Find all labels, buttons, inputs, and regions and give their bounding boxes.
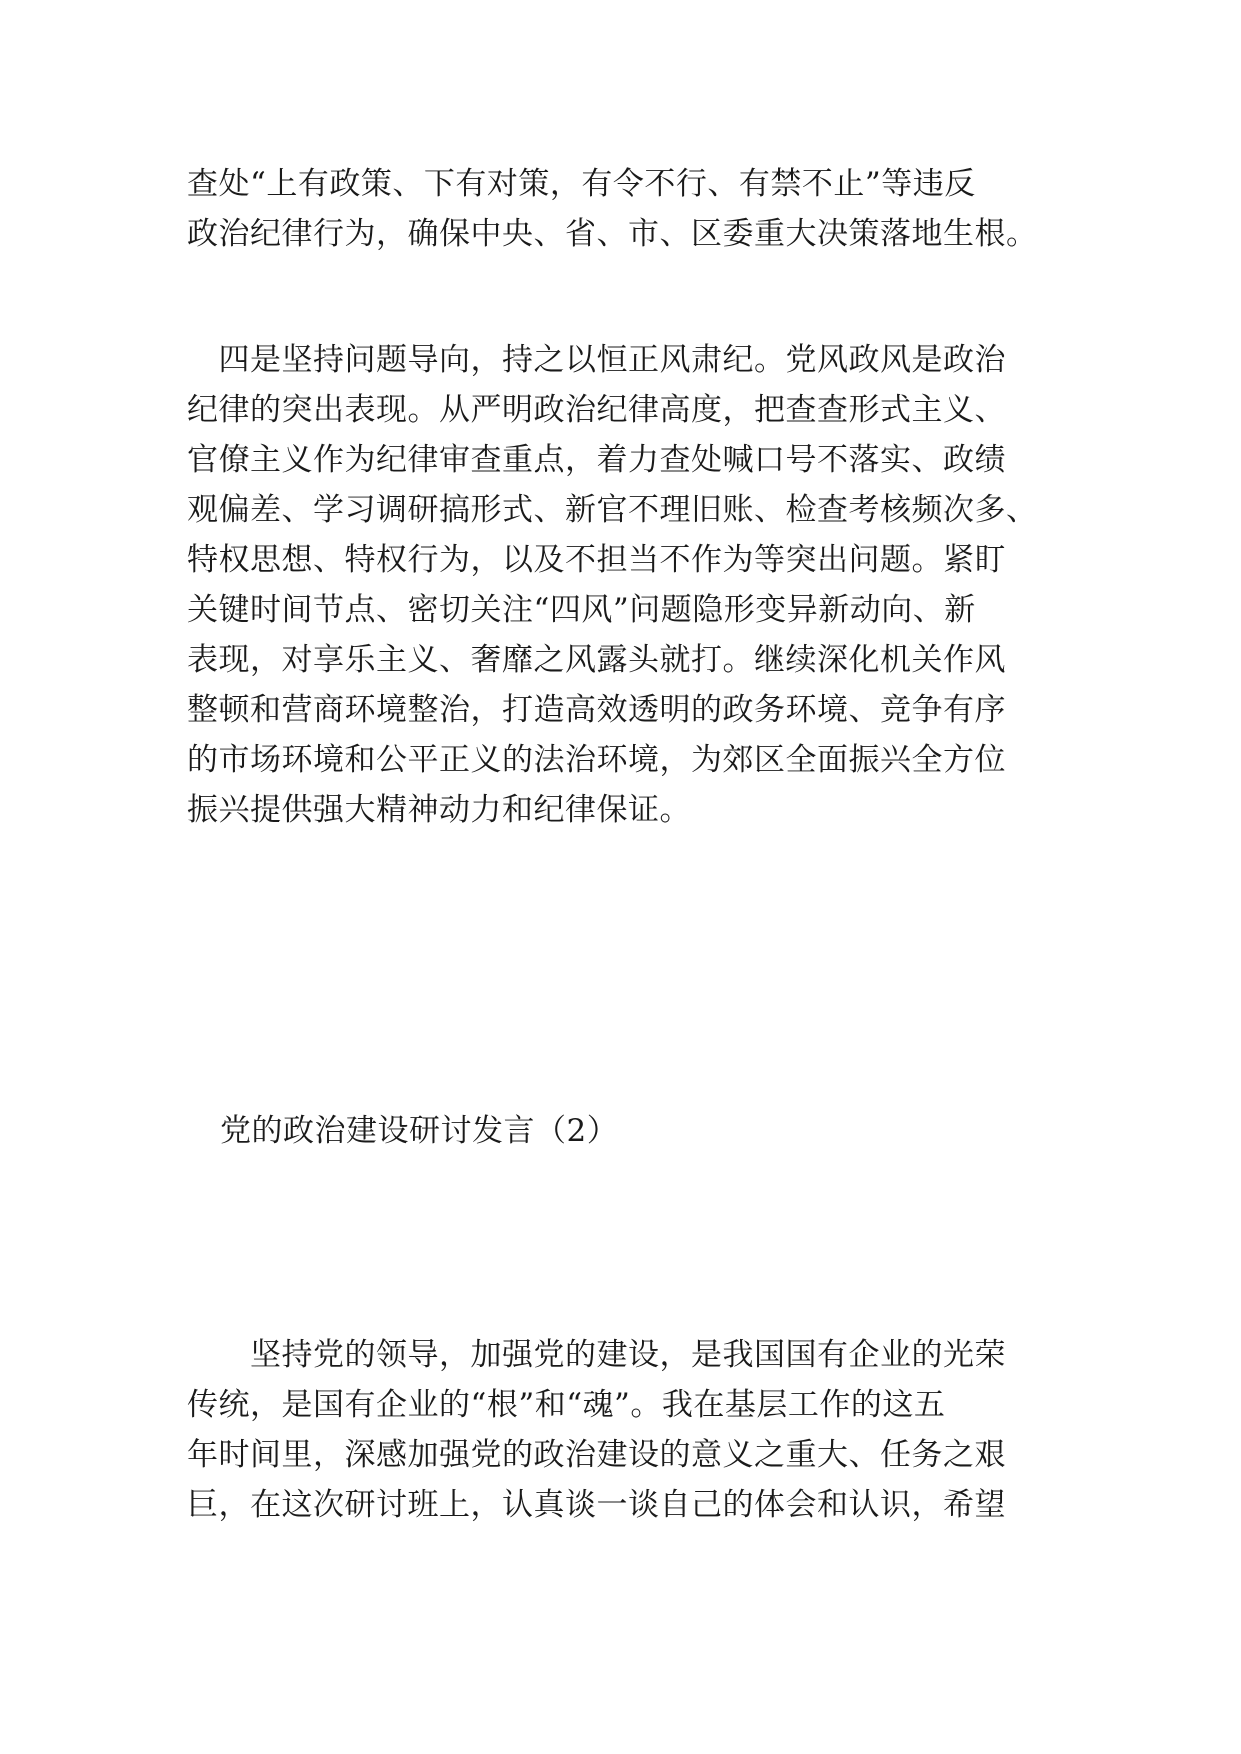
text-line: 特权思想、特权行为，以及不担当不作为等突出问题。紧盯 <box>187 542 1006 578</box>
text-line: 表现，对享乐主义、奢靡之风露头就打。继续深化机关作风 <box>187 642 1006 678</box>
text-line: 观偏差、学习调研搞形式、新官不理旧账、检查考核频次多、 <box>187 492 1038 528</box>
text-line: 坚持党的领导，加强党的建设，是我国国有企业的光荣 <box>187 1337 1006 1373</box>
text-line: 纪律的突出表现。从严明政治纪律高度，把查查形式主义、 <box>187 392 1006 428</box>
text-line: 关键时间节点、密切关注“四风”问题隐形变异新动向、新 <box>187 592 976 628</box>
text-line: 政治纪律行为，确保中央、省、市、区委重大决策落地生根。 <box>187 216 1038 252</box>
paragraph-3 <box>187 1330 1057 1530</box>
text-line: 巨，在这次研讨班上，认真谈一谈自己的体会和认识，希望 <box>187 1487 1006 1523</box>
text-line: 传统，是国有企业的“根”和“魂”。我在基层工作的这五 <box>187 1387 946 1423</box>
text-line: 振兴提供强大精神动力和纪律保证。 <box>187 792 691 828</box>
text-line: 的市场环境和公平正义的法治环境，为郊区全面振兴全方位 <box>187 742 1006 778</box>
text-line: 整顿和营商环境整治，打造高效透明的政务环境、竞争有序 <box>187 692 1006 728</box>
text-line: 查处“上有政策、下有对策，有令不行、有禁不止”等违反 <box>187 166 976 202</box>
text-line: 年时间里，深感加强党的政治建设的意义之重大、任务之艰 <box>187 1437 1006 1473</box>
paragraph-1 <box>187 159 1057 259</box>
paragraph-2 <box>187 335 1057 835</box>
section-heading: 党的政治建设研讨发言（2） <box>220 1113 619 1149</box>
text-line: 官僚主义作为纪律审查重点，着力查处喊口号不落实、政绩 <box>187 442 1006 478</box>
text-line: 四是坚持问题导向，持之以恒正风肃纪。党风政风是政治 <box>187 342 1006 378</box>
